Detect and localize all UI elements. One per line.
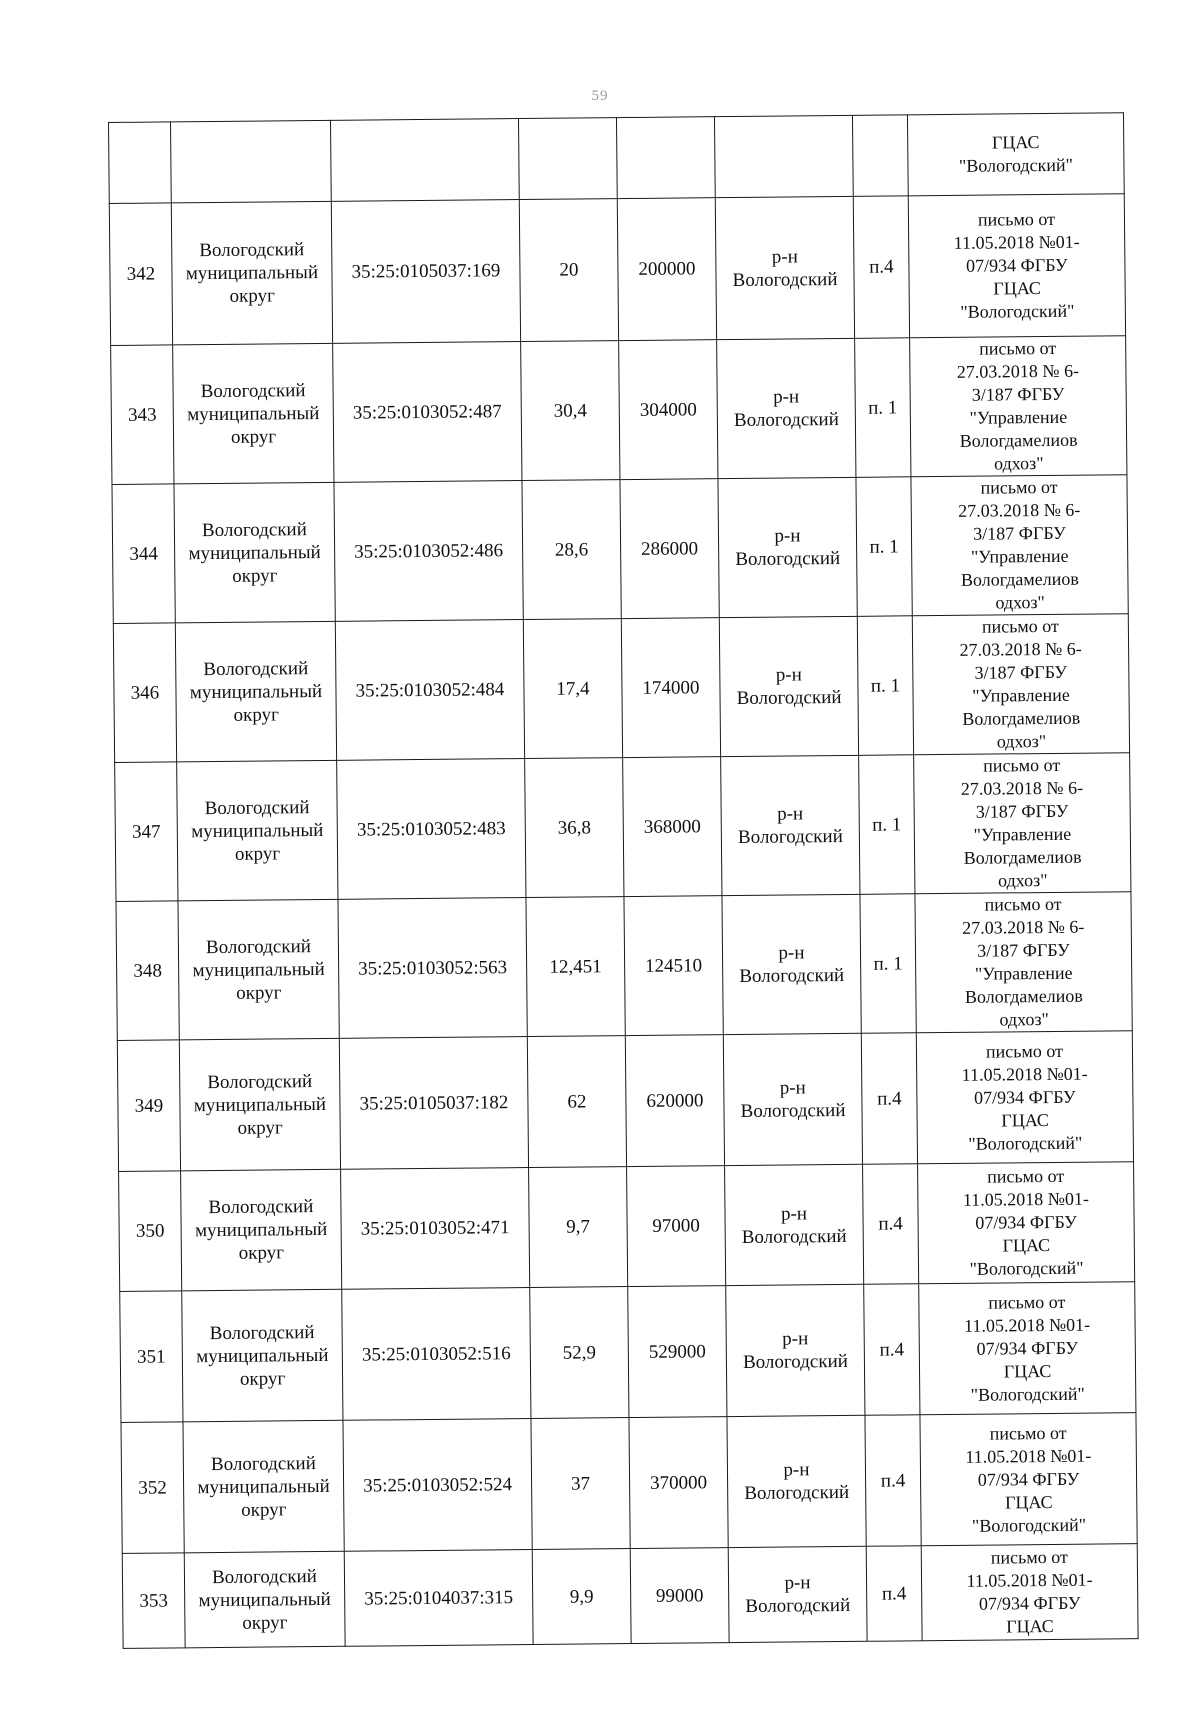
cell-location [719,616,858,756]
district-line: муниципальный [197,1475,330,1498]
cell-num: 346 [113,623,176,763]
location-line: Вологодский [736,686,842,709]
table-row [109,194,1125,346]
cell-cadastral: 35:25:0103052:516 [342,1288,531,1421]
basis-line: письмо от [990,1546,1068,1568]
cell-num: 350 [119,1171,182,1292]
district-line: Вологодский [209,1321,315,1344]
basis-line: 27.03.2018 № 6- [959,638,1082,660]
cell-cadastral: 35:25:0105037:169 [331,200,520,344]
basis-line: 11.05.2018 №01- [961,1063,1088,1085]
cell-clause: п. 1 [857,616,913,756]
cell-clause: п. 1 [856,477,912,617]
basis-line: ГЦАС [991,132,1040,153]
basis-line: "Управление [973,823,1072,845]
basis-line: "Вологодский" [971,1514,1087,1536]
location-line: р-н [779,1077,806,1099]
cell-cadastral: 35:25:0103052:563 [338,898,527,1039]
cell-basis [918,1162,1135,1284]
basis-line: письмо от [977,208,1056,230]
cell-clause: п. 1 [860,894,916,1034]
cell-basis [915,892,1132,1033]
cell-basis [908,194,1125,338]
district-line: муниципальный [198,1588,331,1611]
cell-num: 343 [111,345,174,485]
basis-line: 27.03.2018 № 6- [960,777,1084,799]
cell-cadastral [330,119,519,202]
basis-line: 3/187 ФГБУ [973,522,1066,544]
basis-line: ГЦАС [1004,1491,1053,1512]
cell-location [728,1546,867,1642]
district-line: округ [242,1611,288,1634]
basis-line: 3/187 ФГБУ [975,800,1069,822]
cell-cadastral: 35:25:0103052:524 [343,1418,532,1551]
cell-num: 352 [121,1422,184,1554]
cell-area-m2: 97000 [627,1166,726,1287]
cell-num: 348 [116,901,179,1041]
table-row [122,1544,1138,1649]
table-row [121,1413,1137,1554]
cell-area-ha: 9,7 [529,1167,628,1288]
district-line: муниципальный [191,819,324,842]
basis-line: письмо от [981,615,1059,637]
cell-basis [916,1031,1133,1164]
cell-area-ha: 62 [527,1036,626,1168]
basis-line: 3/187 ФГБУ [971,383,1065,405]
basis-line: 07/934 ФГБУ [966,254,1068,276]
location-line: р-н [775,664,802,686]
location-line: р-н [784,1572,811,1594]
cell-area-ha: 52,9 [530,1287,629,1419]
location-line: р-н [778,942,805,964]
cell-cadastral: 35:25:0103052:483 [337,759,526,900]
cell-district [175,621,336,762]
basis-line: ГЦАС [1001,1109,1049,1130]
cell-basis [914,753,1131,894]
cell-basis [921,1544,1138,1641]
cell-area-m2: 370000 [629,1417,728,1549]
district-line: муниципальный [196,1344,329,1367]
cell-area-m2: 529000 [628,1286,727,1418]
basis-line: 07/934 ФГБУ [977,1468,1080,1490]
cell-district [178,899,339,1040]
basis-line: "Вологодский" [958,154,1074,176]
district-line: Вологодский [207,1070,313,1093]
cell-num: 351 [120,1291,183,1423]
basis-line: ГЦАС [1002,1235,1051,1256]
cell-area-m2: 286000 [620,479,719,619]
district-line: Вологодский [205,935,311,958]
location-line: р-н [771,245,798,268]
basis-line: 07/934 ФГБУ [976,1337,1079,1359]
cell-cadastral: 35:25:0103052:486 [334,481,523,622]
cell-location [722,894,861,1034]
basis-line: "Вологодский" [970,1383,1085,1405]
basis-line: 27.03.2018 № 6- [956,360,1080,382]
cell-district [181,1169,342,1291]
district-line: Вологодский [204,796,310,819]
cell-district [171,120,332,203]
district-line: Вологодский [200,379,306,402]
cell-area-m2: 200000 [617,198,716,341]
basis-line: Вологдамелиов [964,985,1083,1007]
location-line: р-н [783,1459,810,1481]
cell-district [177,760,338,901]
basis-line: "Управление [974,962,1073,984]
cell-clause: п.4 [866,1546,922,1642]
cell-area-ha: 36,8 [525,758,624,898]
cell-location [715,196,854,339]
basis-line: 07/934 ФГБУ [975,1211,1077,1233]
district-line: Вологодский [211,1565,317,1588]
cell-area-m2: 174000 [621,618,720,758]
cell-clause: п.4 [861,1033,917,1165]
table-row [113,614,1129,763]
basis-line: ГЦАС [1003,1360,1052,1381]
cell-district [182,1289,343,1422]
cell-cadastral: 35:25:0103052:487 [333,342,522,483]
cell-cadastral: 35:25:0103052:484 [335,620,524,761]
cell-district [183,1420,344,1553]
cell-num: 347 [115,762,178,902]
basis-line: 27.03.2018 № 6- [958,499,1081,521]
district-line: Вологодский [210,1452,316,1475]
cell-area-m2: 368000 [623,757,722,897]
basis-line: одхоз" [999,1009,1049,1030]
district-line: муниципальный [187,402,320,425]
cell-num: 349 [117,1040,180,1172]
district-line: Вологодский [199,239,305,262]
location-line: Вологодский [735,547,841,570]
cell-district [171,201,332,345]
cell-area-m2: 620000 [625,1035,724,1167]
basis-line: 07/934 ФГБУ [978,1592,1081,1614]
cell-clause: п.4 [863,1164,919,1285]
location-line: р-н [774,525,801,547]
cell-clause: п. 1 [855,338,911,478]
cell-area-ha [518,118,617,200]
basis-line: одхоз" [995,592,1045,613]
location-line: р-н [782,1328,809,1350]
cell-basis [907,113,1124,196]
table-row [117,1031,1133,1172]
table-row [119,1162,1135,1292]
basis-line: письмо от [983,754,1061,776]
basis-line: 11.05.2018 №01- [965,1445,1092,1467]
district-line: муниципальный [188,541,321,564]
district-line: муниципальный [192,958,325,981]
cell-area-m2: 124510 [624,896,723,1036]
location-line: Вологодский [741,1225,847,1248]
basis-line: "Управление [970,545,1069,567]
cell-location [718,477,857,617]
cell-location [723,1033,862,1165]
basis-line: 3/187 ФГБУ [974,661,1068,683]
district-line: муниципальный [185,261,319,285]
district-line: округ [237,1116,283,1139]
district-line: Вологодский [208,1196,314,1219]
district-line: округ [233,703,279,726]
cell-num: 342 [109,203,172,346]
cell-district [173,343,334,484]
district-line: муниципальный [193,1093,327,1116]
cell-location [725,1164,864,1285]
basis-line: Вологдамелиов [962,707,1081,729]
basis-line: 11.05.2018 №01- [963,1314,1091,1336]
basis-line: одхоз" [996,731,1047,752]
basis-line: Вологдамелиов [963,846,1082,868]
basis-line: письмо от [984,893,1062,915]
basis-line: "Вологодский" [969,1257,1084,1279]
basis-line: письмо от [988,1291,1066,1313]
cell-area-ha: 20 [519,199,618,342]
basis-line: 27.03.2018 № 6- [962,916,1085,938]
cell-basis [919,1282,1136,1415]
district-line: округ [232,564,278,587]
basis-line: одхоз" [994,453,1044,474]
cell-area-m2: 304000 [619,340,718,480]
cell-location [714,115,853,197]
table-row [111,336,1127,485]
basis-line: 11.05.2018 №01- [966,1569,1093,1591]
land-plots-table [108,112,1139,1649]
cell-area-ha: 9,9 [532,1549,631,1645]
district-line: муниципальный [189,680,323,703]
cell-location [727,1415,866,1547]
location-line: Вологодский [742,1350,848,1373]
basis-line: ГЦАС [993,278,1041,299]
district-line: Вологодский [203,657,309,680]
basis-line: Вологдамелиов [959,429,1078,451]
basis-line: письмо от [979,337,1057,359]
basis-line: Вологдамелиов [960,568,1079,590]
page-number: 59 [591,88,609,104]
basis-line: письмо от [989,1422,1067,1444]
cell-cadastral: 35:25:0103052:471 [341,1168,530,1290]
basis-line: 11.05.2018 №01- [953,231,1080,253]
cell-clause: п.4 [853,196,909,339]
cell-basis [911,475,1128,616]
district-line: округ [239,1367,286,1390]
cell-location [717,338,856,478]
table-row [116,892,1132,1041]
basis-line: письмо от [980,476,1058,498]
district-line: муниципальный [194,1218,328,1242]
basis-line: "Вологодский" [968,1132,1083,1154]
basis-line: "Управление [969,406,1068,428]
cell-area-ha: 28,6 [522,480,621,620]
location-line: Вологодский [733,408,839,432]
cell-area-ha: 17,4 [523,619,622,759]
district-line: округ [238,1242,285,1264]
district-line: округ [236,981,282,1004]
cell-district [174,482,335,623]
location-line: р-н [773,386,800,408]
location-line: Вологодский [744,1481,850,1504]
cell-clause: п.4 [865,1415,921,1547]
cell-num: 344 [112,484,175,624]
cell-cadastral: 35:25:0105037:182 [339,1037,528,1170]
basis-line: 3/187 ФГБУ [977,939,1070,961]
cell-area-ha: 12,451 [526,897,625,1037]
basis-line: письмо от [987,1165,1065,1187]
location-line: р-н [777,803,804,825]
cell-clause: п. 1 [859,755,915,895]
district-line: округ [230,425,277,448]
cell-num [109,122,172,204]
continued-row [109,113,1125,204]
location-line: Вологодский [740,1099,846,1122]
cell-location [721,755,860,895]
cell-clause: п.4 [864,1284,920,1416]
basis-line: "Управление [972,684,1070,706]
basis-line: одхоз" [998,870,1048,891]
cell-area-ha: 30,4 [521,341,620,481]
basis-line: 11.05.2018 №01- [962,1188,1089,1210]
location-line: Вологодский [739,964,845,987]
cell-cadastral: 35:25:0104037:315 [344,1549,533,1646]
location-line: Вологодский [745,1594,851,1617]
location-line: Вологодский [732,268,838,291]
cell-district [179,1038,340,1171]
district-line: округ [241,1498,287,1521]
basis-line: ГЦАС [1006,1615,1054,1637]
cell-district [184,1551,345,1648]
cell-basis [920,1413,1137,1546]
table-row [120,1282,1136,1423]
district-line: округ [229,285,275,307]
cell-basis [910,336,1127,477]
cell-basis [912,614,1129,755]
district-line: округ [234,842,281,865]
cell-area-m2 [616,117,715,199]
location-line: Вологодский [737,825,843,848]
cell-area-ha: 37 [531,1418,630,1550]
basis-line: "Вологодский" [960,300,1075,322]
cell-area-m2: 99000 [630,1548,729,1644]
cell-num: 353 [122,1553,185,1649]
basis-line: письмо от [985,1040,1064,1062]
cell-location [726,1284,865,1416]
district-line: Вологодский [201,518,307,541]
table-row [115,753,1131,902]
table-row [112,475,1128,624]
cell-clause [852,115,908,197]
basis-line: 07/934 ФГБУ [974,1086,1076,1108]
location-line: р-н [780,1202,808,1225]
table-body [109,113,1139,1649]
